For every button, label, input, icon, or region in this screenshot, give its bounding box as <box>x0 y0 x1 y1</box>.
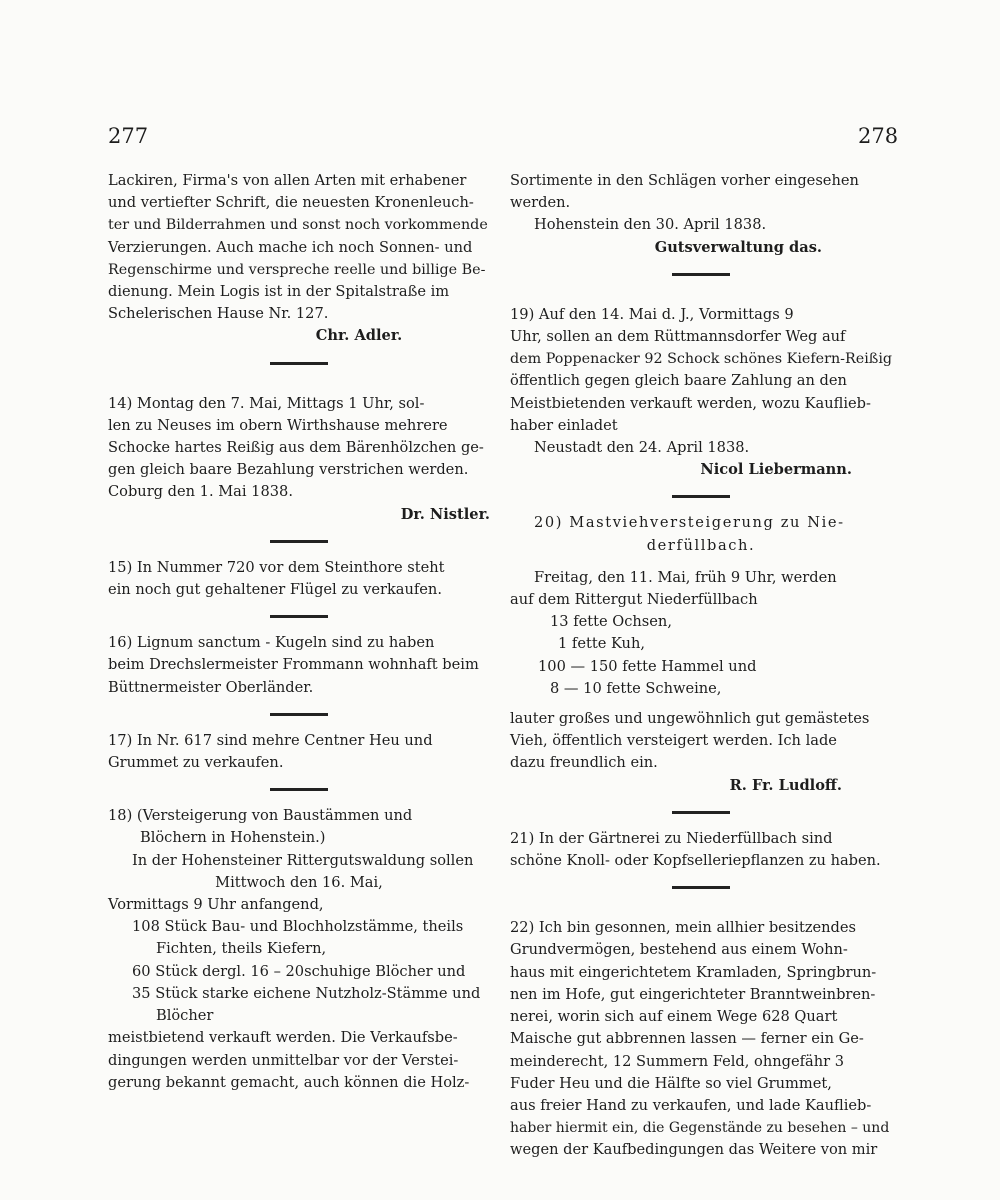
signature: Gutsverwaltung das. <box>654 238 822 256</box>
ad-14 <box>108 393 490 526</box>
text-line: Grundvermögen, bestehend aus einem Wohn- <box>510 941 848 959</box>
text-line: Fuder Heu und die Hälfte so viel Grummet, <box>510 1074 832 1092</box>
text-line: Sortimente in den Schlägen vorher eingesehen <box>510 172 859 189</box>
text-line: meinderecht, 12 Summern Feld, ohngefähr 3 <box>510 1052 844 1070</box>
text-line: haber hiermit ein, die Gegenstände zu besehen – und <box>510 1120 890 1137</box>
text-line: len zu Neuses im obern Wirthshause mehrere <box>108 416 448 434</box>
text-line: Schocke hartes Reißig aus dem Bärenhölzchen ge- <box>108 439 484 457</box>
text-line: ein noch gut gehaltener Flügel zu verkaufen. <box>108 581 442 599</box>
text-line: öffentlich gegen gleich baare Zahlung an den <box>510 372 847 390</box>
text-line: Freitag, den 11. Mai, früh 9 Uhr, werden <box>534 568 837 586</box>
page-number-left: 277 <box>108 124 149 148</box>
text-line: haus mit eingerichtetem Kramladen, Springbrun- <box>510 963 877 981</box>
text-line: 21) In der Gärtnerei zu Niederfüllbach sind <box>510 829 833 847</box>
ad-18-continuation <box>510 170 892 259</box>
list-item: 13 fette Ochsen, <box>550 613 672 631</box>
text-line: 15) In Nummer 720 vor dem Steinthore steht <box>108 558 445 576</box>
text-line: Büttnermeister Oberländer. <box>108 678 314 696</box>
ad-17 <box>108 730 490 774</box>
text-line: Uhr, sollen an dem Rüttmannsdorfer Weg auf <box>510 328 846 346</box>
list-item: 108 Stück Bau- und Blochholzstämme, theils <box>132 918 464 936</box>
signature: Dr. Nistler. <box>400 505 490 523</box>
signature: Chr. Adler. <box>315 327 403 345</box>
heading-line: 18) (Versteigerung von Baustämmen und <box>108 807 413 825</box>
signature: R. Fr. Ludloff. <box>729 776 842 794</box>
text-line: Meistbietenden verkauft werden, wozu Kauflieb- <box>510 394 871 412</box>
list-item: 60 Stück dergl. 16 – 20schuhige Blöcher und <box>132 962 466 980</box>
text-line: auf dem Rittergut Niederfüllbach <box>510 591 758 609</box>
auction-date: Mittwoch den 16. Mai, <box>215 873 383 891</box>
page-number-right: 278 <box>858 124 899 148</box>
text-line: schöne Knoll- oder Kopfsellerіepflanzen zu haben. <box>510 852 881 870</box>
ad-20 <box>510 512 892 796</box>
list-item: Fichten, theils Kiefern, <box>156 940 327 958</box>
text-line: meistbietend verkauft werden. Die Verkaufsbe- <box>108 1029 458 1047</box>
text-line: Verzierungen. Auch mache ich noch Sonnen- und <box>108 238 473 256</box>
text-line: lauter großes und ungewöhnlich gut gemästetes <box>510 710 870 728</box>
ad-19 <box>510 304 892 482</box>
text-line: beim Drechslermeister Frommann wohnhaft beim <box>108 656 479 674</box>
text-line: werden. <box>510 194 571 212</box>
text-line: Vieh, öffentlich versteigert werden. Ich lade <box>510 732 837 750</box>
text-line: wegen der Kaufbedingungen das Weitere von mir <box>510 1141 878 1159</box>
text-line: dingungen werden unmittelbar vor der Verstei- <box>108 1051 459 1069</box>
text-line: dazu freundlich ein. <box>510 754 658 772</box>
text-line: 17) In Nr. 617 sind mehre Centner Heu und <box>108 731 433 749</box>
text-line: In der Hohensteiner Rittergutswaldung sollen <box>132 851 474 869</box>
heading-line: derfüllbach. <box>646 536 756 554</box>
list-item: Blöcher <box>156 1007 214 1025</box>
text-line: Maische gut abbrennen lassen — ferner ein Ge- <box>510 1030 864 1048</box>
text-line: 16) Lignum sanctum - Kugeln sind zu haben <box>108 634 435 652</box>
ad-15 <box>108 557 490 601</box>
text-line: dienung. Mein Logis ist in der Spitalstraße im <box>108 283 450 301</box>
text-line: ter und Bilderrahmen und sonst noch vorkommende <box>108 217 488 234</box>
right-column <box>510 170 892 1162</box>
heading-line: Blöchern in Hohenstein.) <box>140 829 326 847</box>
text-line: 19) Auf den 14. Mai d. J., Vormittags 9 <box>510 305 794 323</box>
list-item: 35 Stück starke eichene Nutzholz-Stämme und <box>132 984 481 1002</box>
auction-time: Vormittags 9 Uhr anfangend, <box>108 896 324 914</box>
ad-22 <box>510 917 892 1161</box>
text-line: nerei, worin sich auf einem Wege 628 Quart <box>510 1008 838 1026</box>
place-date: Hohenstein den 30. April 1838. <box>534 216 767 234</box>
ad-21 <box>510 828 892 872</box>
text-line: gen gleich baare Bezahlung verstrichen werden. <box>108 461 469 479</box>
text-line: nen im Hofe, gut eingerichteter Branntweinbren- <box>510 985 876 1003</box>
ad-adler-continuation <box>108 170 490 348</box>
list-item: 100 — 150 fette Hammel und <box>538 657 757 675</box>
text-line: aus freier Hand zu verkaufen, und lade Kauflieb- <box>510 1096 872 1114</box>
ad-18 <box>108 805 490 1094</box>
text-line: dem Poppenacker 92 Schock schönes Kiefern-Reißig <box>510 351 893 368</box>
heading-line: 20) Mastviehversteigerung zu Nie- <box>534 514 845 532</box>
list-item: 1 fette Kuh, <box>558 635 645 653</box>
place-date: Neustadt den 24. April 1838. <box>534 439 750 457</box>
text-line: gerung bekannt gemacht, auch können die Holz- <box>108 1073 470 1091</box>
text-line: Lackiren, Firma's von allen Arten mit erhabener <box>108 172 467 189</box>
text-line: Schelerischen Hause Nr. 127. <box>108 305 329 323</box>
ad-16 <box>108 632 490 699</box>
text-line: Grummet zu verkaufen. <box>108 754 284 772</box>
text-line: haber einladet <box>510 416 618 434</box>
list-item: 8 — 10 fette Schweine, <box>550 679 722 697</box>
left-column <box>108 170 490 1094</box>
signature: Nicol Liebermann. <box>700 461 852 479</box>
text-line: 22) Ich bin gesonnen, mein allhier besitzendes <box>510 919 857 937</box>
place-date: Coburg den 1. Mai 1838. <box>108 483 293 501</box>
text-line: 14) Montag den 7. Mai, Mittags 1 Uhr, sol- <box>108 394 425 412</box>
text-line: und vertiefter Schrift, die neuesten Kronenleuch- <box>108 194 474 212</box>
text-line: Regenschirme und verspreche reelle und billige Be- <box>108 261 486 278</box>
